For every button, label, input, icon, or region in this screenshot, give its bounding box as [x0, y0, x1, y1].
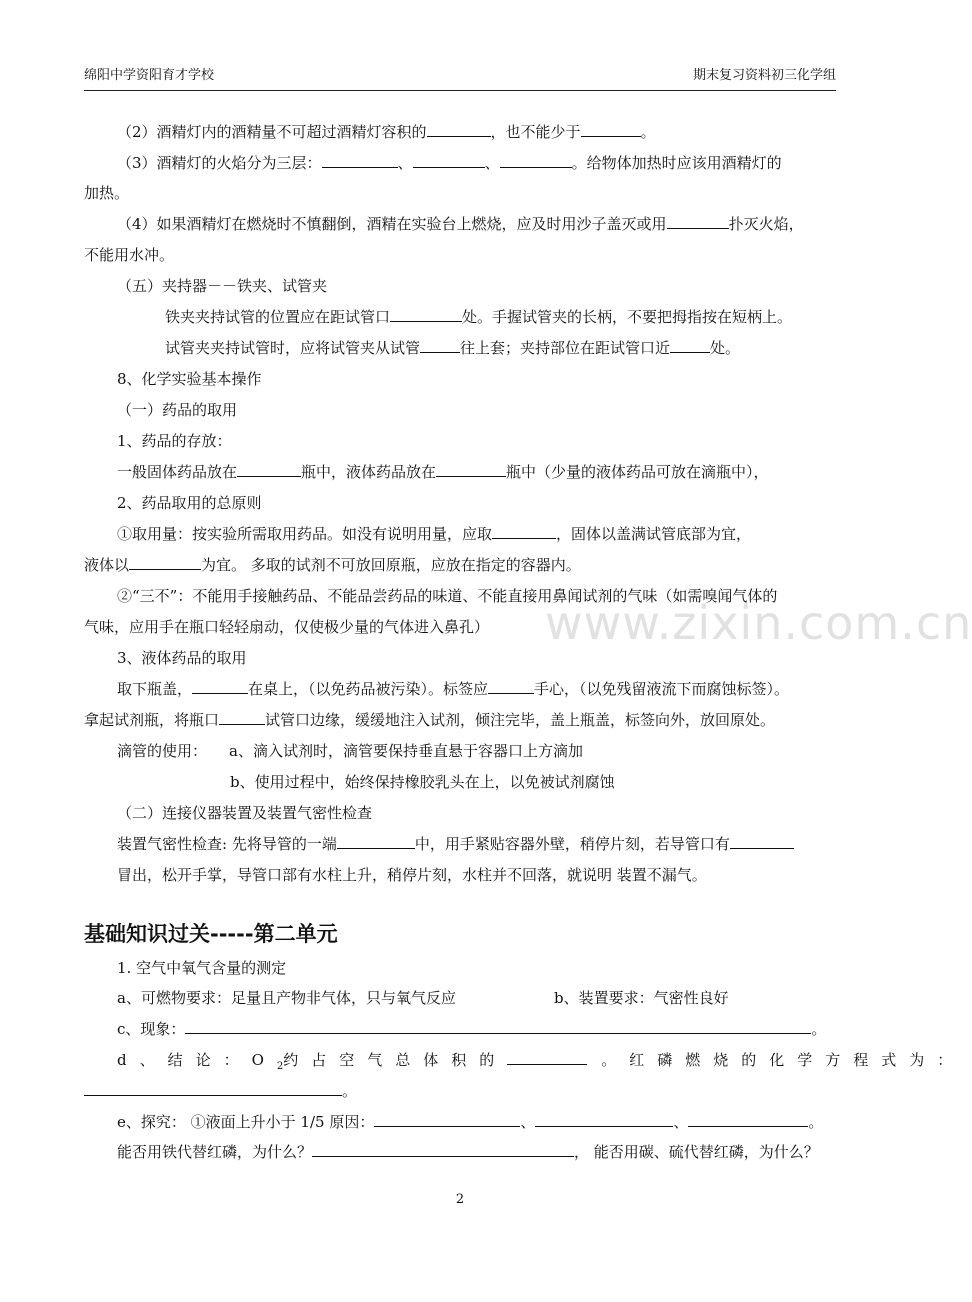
header-course: 期末复习资料初三化学组	[692, 68, 836, 83]
text-line: （一）药品的取用	[117, 401, 238, 419]
text-line: 1、药品的存放：	[117, 432, 232, 450]
text-line: d、结论：$O_2$约占空气总体积的 。红磷燃烧的化学方程式为：	[117, 1051, 966, 1072]
text-line: 。	[84, 1081, 357, 1101]
fill-blank[interactable]	[390, 307, 462, 322]
fill-blank[interactable]	[667, 214, 729, 229]
text-line: （2）酒精灯内的酒精量不可超过酒精灯容积的 ，也不能少于 。	[117, 123, 656, 141]
fill-blank[interactable]	[535, 1112, 673, 1127]
text-line: 一般固体药品放在 瓶中，液体药品放在 瓶中（少量的液体药品可放在滴瓶中），	[117, 463, 769, 481]
text-line: b、使用过程中，始终保持橡胶乳头在上，以免被试剂腐蚀	[230, 773, 615, 791]
fill-blank[interactable]	[507, 1050, 587, 1065]
page-number: 2	[455, 1192, 465, 1207]
fill-blank[interactable]	[670, 338, 710, 353]
text-line: 不能用水冲。	[84, 246, 175, 264]
text-line: 2、药品取用的总原则	[117, 494, 262, 512]
text-line: （3）酒精灯的火焰分为三层： 、 、 。给物体加热时应该用酒精灯的	[117, 154, 782, 172]
fill-blank[interactable]	[129, 555, 201, 570]
fill-blank[interactable]	[730, 834, 794, 849]
fill-blank[interactable]	[192, 679, 248, 694]
fill-blank[interactable]	[374, 1112, 520, 1127]
fill-blank[interactable]	[420, 338, 460, 353]
text-line: 液体以 为宜。 多取的试剂不可放回原瓶，应放在指定的容器内。	[84, 556, 581, 574]
fill-blank[interactable]	[492, 524, 556, 539]
fill-blank[interactable]	[581, 122, 641, 137]
text-line: 取下瓶盖， 在桌上，（以免药品被污染）。标签应 手心，（以免残留液流下而腐蚀标签）。	[117, 680, 790, 698]
text-line: 铁夹夹持试管的位置应在距试管口 处。手握试管夹的长柄，不要把拇指按在短柄上。	[165, 308, 793, 326]
fill-blank[interactable]	[427, 122, 491, 137]
fill-blank[interactable]	[312, 1142, 574, 1157]
page-header	[84, 64, 836, 91]
watermark: www.zixin.com.cn	[545, 596, 972, 650]
text-line: 1. 空气中氧气含量的测定	[117, 959, 287, 977]
text-line: ①取用量：按实验所需取用药品。如没有说明用量，应取 ，固体以盖满试管底部为宜，	[117, 525, 752, 543]
section-heading: 基础知识过关-----第二单元	[84, 922, 338, 946]
fill-blank[interactable]	[500, 153, 572, 168]
fill-blank[interactable]	[337, 834, 415, 849]
fill-blank[interactable]	[413, 153, 485, 168]
text-line: 试管夹夹持试管时，应将试管夹从试管 往上套；夹持部位在距试管口近 处。	[165, 339, 741, 357]
text-line: 冒出，松开手掌，导管口部有水柱上升，稍停片刻，水柱并不回落，就说明 装置不漏气。	[117, 866, 707, 884]
fill-blank[interactable]	[436, 462, 506, 477]
text-line: a、可燃物要求：足量且产物非气体，只与氧气反应	[117, 989, 456, 1007]
text-line: 滴管的使用： a、滴入试剂时，滴管要保持垂直悬于容器口上方滴加	[117, 742, 583, 760]
text-line: （4）如果酒精灯在燃烧时不慎翻倒，酒精在实验台上燃烧，应及时用沙子盖灭或用 扑灭火焰，	[117, 215, 804, 233]
header-school: 绵阳中学资阳育才学校	[84, 68, 215, 83]
text-line: 气味，应用手在瓶口轻轻扇动，仅使极少量的气体进入鼻孔）	[84, 618, 490, 636]
text-line: （五）夹持器－－铁夹、试管夹	[117, 277, 328, 295]
fill-blank[interactable]	[688, 1112, 808, 1127]
fill-blank[interactable]	[488, 679, 534, 694]
text-line: 装置气密性检查: 先将导管的一端 中，用手紧贴容器外壁，稍停片刻，若导管口有	[117, 834, 794, 854]
text-line: 拿起试剂瓶，将瓶口 试管口边缘，缓缓地注入试剂，倾注完毕，盖上瓶盖，标签向外，放回原处。	[84, 711, 776, 729]
fill-blank[interactable]	[322, 153, 398, 168]
text-line: b、装置要求：气密性良好	[554, 989, 729, 1007]
text-line: 8、化学实验基本操作	[117, 370, 262, 388]
text-line: e、探究： ①液面上升小于 1/5 原因： 、 、 。	[117, 1113, 824, 1131]
fill-blank[interactable]	[237, 462, 301, 477]
text-line: 3、液体药品的取用	[117, 649, 247, 667]
text-line: ②“三不”：不能用手接触药品、不能品尝药品的味道、不能直接用鼻闻试剂的气味（如需嗅闻气体的	[117, 587, 778, 605]
fill-blank[interactable]	[84, 1081, 342, 1096]
text-line: c、现象： 。	[117, 1020, 827, 1038]
text-line: 能否用铁代替红磷，为什么？ ， 能否用碳、硫代替红磷，为什么？	[117, 1143, 819, 1161]
text-line: （二）连接仪器装置及装置气密性检查	[117, 804, 373, 822]
fill-blank[interactable]	[219, 710, 265, 725]
text-line: 加热。	[84, 184, 130, 202]
fill-blank[interactable]	[185, 1019, 811, 1034]
